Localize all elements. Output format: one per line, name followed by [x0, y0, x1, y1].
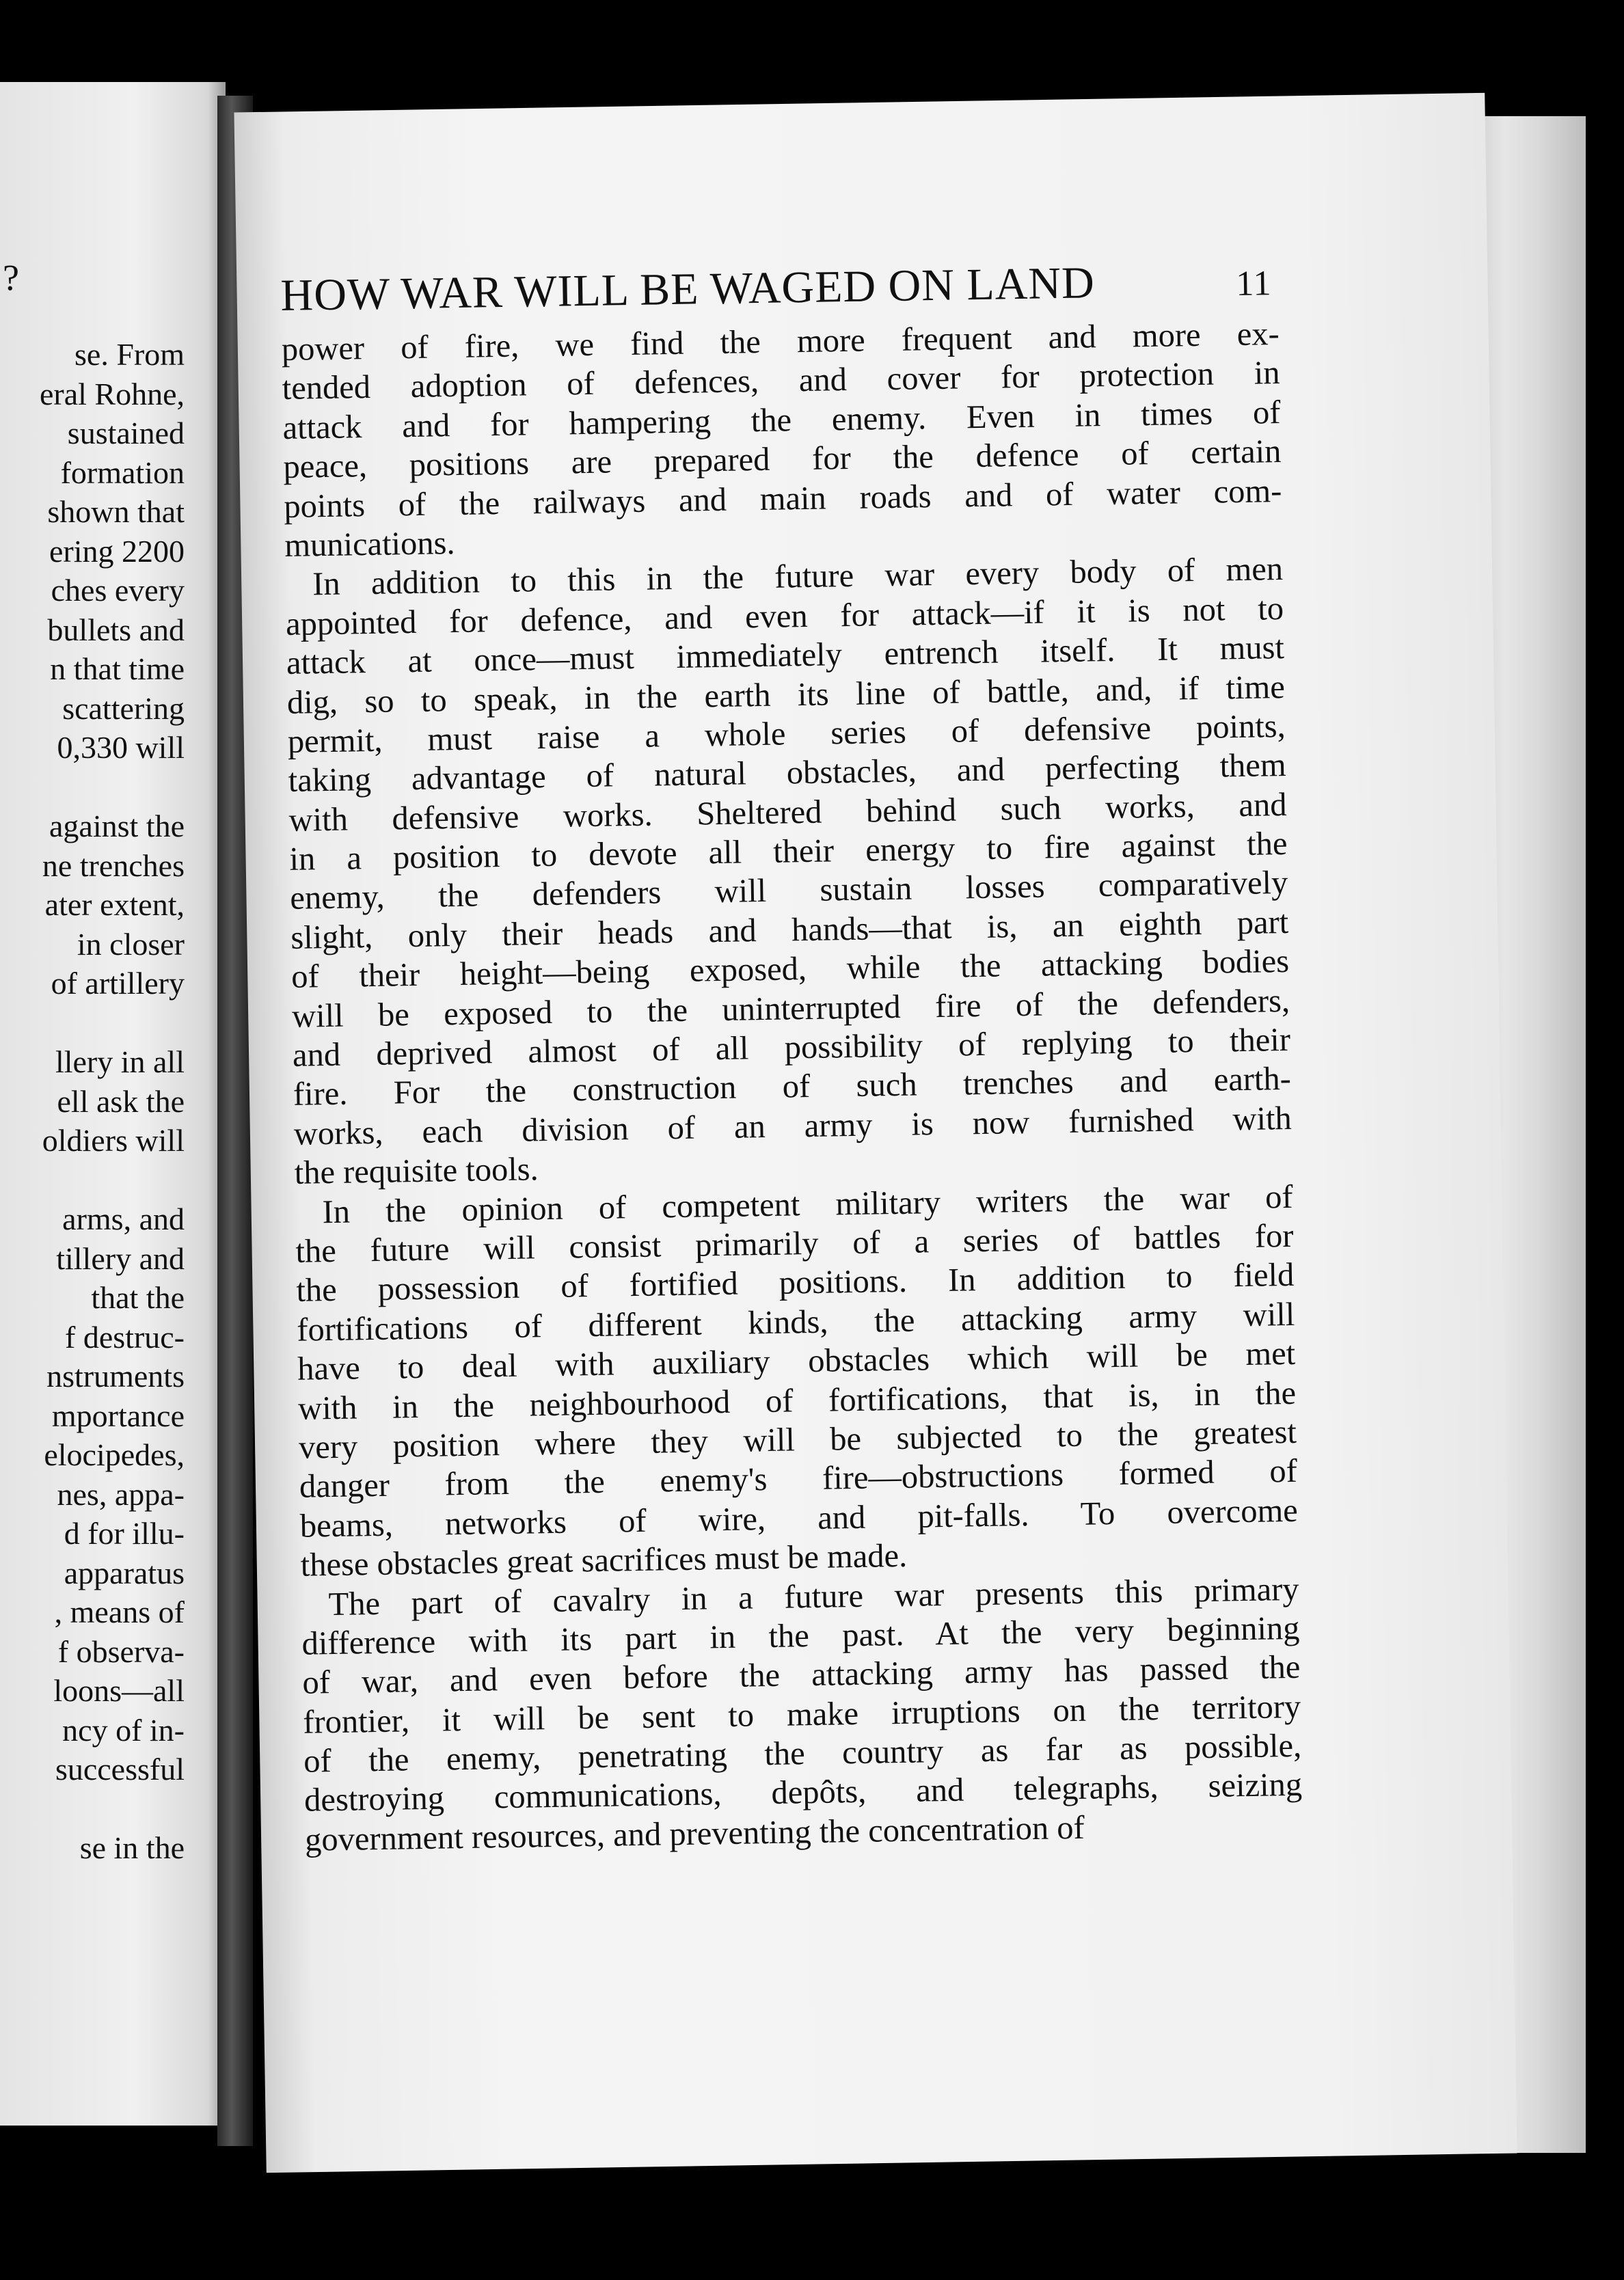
text-line: power of fire, we find the more frequent and more ex- [281, 316, 1280, 368]
text-line: will be exposed to the uninterrupted fire of the defenders, [291, 982, 1290, 1035]
left-page-line: , means of [54, 1594, 185, 1629]
text-line: government resources, and preventing the concentration of [304, 1809, 1085, 1858]
text-line: tended adoption of defences, and cover for protection in [282, 355, 1280, 407]
text-line: the future will consist primarily of a series of battles for [295, 1217, 1294, 1270]
left-page-line: apparatus [64, 1555, 185, 1590]
left-page-line: 0,330 will [57, 730, 185, 765]
left-page-text [40, 335, 185, 1868]
text-line: the possession of fortified positions. In addition to field [296, 1257, 1295, 1309]
text-line: slight, only their heads and hands—that is, an eighth part [290, 904, 1289, 956]
text-line: with defensive works. Sheltered behind such works, and [288, 786, 1287, 839]
text-line: have to deal with auxiliary obstacles which will be met [297, 1335, 1296, 1387]
left-page-line: n that time [50, 651, 185, 686]
left-page-line: llery in all [55, 1044, 185, 1079]
left-page-line: se. From [75, 337, 185, 372]
left-page-line: sustained [67, 416, 185, 450]
left-page-line: loons—all [53, 1673, 185, 1708]
left-page-line: bullets and [47, 612, 185, 647]
running-head-title: HOW WAR WILL BE WAGED ON LAND [280, 258, 1096, 321]
left-page-line: nes, appa- [57, 1476, 185, 1512]
left-page-line: f observa- [57, 1633, 185, 1669]
body-text [281, 314, 1303, 1860]
left-page-line: formation [60, 454, 185, 490]
left-page-line: ell ask the [57, 1083, 185, 1119]
left-page-line [40, 1789, 185, 1829]
text-line: dig, so to speak, in the earth its line of battle, and, if time [286, 668, 1286, 721]
right-page-content [280, 254, 1303, 1860]
left-page-line: mportance [51, 1398, 185, 1433]
left-page-line: elocipedes, [44, 1437, 185, 1472]
text-line: beams, networks of wire, and pit-falls. To overcome [299, 1492, 1299, 1545]
left-page-line [40, 768, 185, 807]
text-line: the requisite tools. [294, 1151, 539, 1192]
text-line: attack at once—must immediately entrench itself. It must [286, 629, 1285, 682]
text-line: with in the neighbourhood of fortifications, that is, in the [297, 1374, 1297, 1427]
left-page-line: ches every [51, 573, 185, 608]
text-line: munications. [284, 524, 455, 564]
left-page-line: nstruments [46, 1359, 185, 1394]
text-line: of war, and even before the attacking army has passed the [302, 1649, 1301, 1702]
text-line: fire. For the construction of such trenches and earth- [293, 1061, 1292, 1113]
left-page-line: tillery and [56, 1240, 185, 1276]
text-line: taking advantage of natural obstacles, and perfecting them [288, 747, 1286, 800]
text-line: permit, must raise a whole series of defensive points, [287, 707, 1286, 760]
left-page-line: oldiers will [42, 1123, 185, 1158]
text-line: of the enemy, penetrating the country as far as possible, [303, 1727, 1302, 1780]
text-line: in a position to devote all their energy to fire against the [289, 826, 1288, 878]
text-line: difference with its part in the past. At the very beginning [301, 1610, 1300, 1662]
left-page-line [40, 1003, 185, 1043]
left-page-line: ering 2200 [49, 533, 185, 569]
text-line: The part of cavalry in a future war presents this primary [328, 1571, 1299, 1623]
text-line: destroying communications, depôts, and telegraphs, seizing [303, 1767, 1303, 1819]
text-line: enemy, the defenders will sustain losses comparatively [290, 865, 1288, 917]
left-page-line: of artillery [51, 966, 185, 1001]
left-page-line: successful [55, 1752, 185, 1787]
left-page-line: d for illu- [64, 1516, 185, 1551]
left-page-line: in closer [77, 926, 185, 962]
left-page-line: ncy of in- [62, 1712, 185, 1748]
text-line: works, each division of an army is now furnished with [293, 1100, 1293, 1152]
text-line: appointed for defence, and even for attack—if it is not to [285, 590, 1284, 642]
left-page-line [40, 1161, 185, 1200]
text-line: very position where they will be subjected to the greatest [298, 1413, 1297, 1466]
text-line: fortifications of different kinds, the attacking army will [296, 1296, 1295, 1348]
text-line: of their height—being exposed, while the attacking bodies [290, 943, 1290, 996]
left-page-line: ater extent, [44, 887, 185, 922]
left-page-line: arms, and [62, 1202, 185, 1236]
left-page-line: eral Rohne, [39, 376, 185, 411]
text-line: In addition to this in the future war every body of men [312, 551, 1284, 603]
text-line: frontier, it will be sent to make irruptions on the territory [302, 1688, 1301, 1741]
left-page-line: against the [49, 809, 185, 843]
text-line: In the opinion of competent military writers the war of [322, 1178, 1293, 1230]
page-number: 11 [1235, 264, 1272, 304]
left-page-line: that the [91, 1280, 185, 1315]
text-line: and deprived almost of all possibility of replying to their [292, 1021, 1291, 1074]
text-line: these obstacles great sacrifices must be made. [300, 1537, 908, 1584]
text-line: points of the railways and main roads and of water com- [284, 472, 1282, 525]
text-line: attack and for hampering the enemy. Even in times of [282, 394, 1281, 446]
left-page-line: ne trenches [42, 847, 185, 883]
text-line: peace, positions are prepared for the defence of certain [283, 433, 1282, 486]
left-page-line: scattering [62, 690, 185, 726]
left-page-line: se in the [79, 1830, 185, 1865]
left-page-mark: ? [3, 257, 19, 298]
left-page-line: f destruc- [65, 1319, 185, 1355]
text-line: danger from the enemy's fire—obstructions formed of [299, 1453, 1298, 1506]
left-page-line: shown that [47, 494, 185, 529]
left-page-fragment [0, 82, 226, 2126]
